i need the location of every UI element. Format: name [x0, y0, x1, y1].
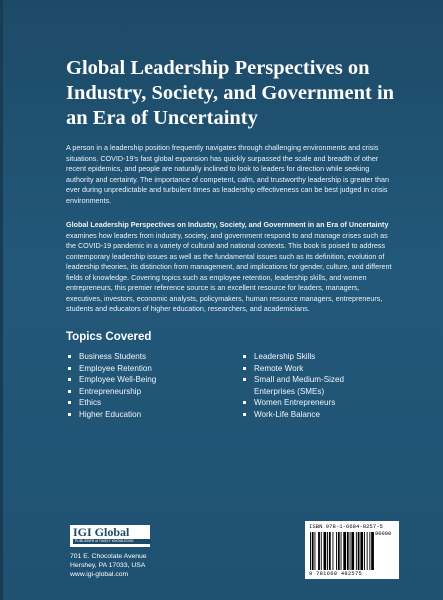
- barcode-bar: [343, 532, 346, 570]
- publisher-address-line-2: Hershey, PA 17033, USA: [70, 562, 146, 569]
- topic-item: Employee Well-Being: [66, 374, 226, 386]
- publisher-logo-tagline: PUBLISHER of TIMELY KNOWLEDGE: [73, 539, 151, 544]
- isbn-label: ISBN 978-1-6684-8257-5: [309, 523, 383, 530]
- topic-item: Small and Medium-Sized: [241, 374, 401, 386]
- topics-list-right: [241, 351, 401, 421]
- topic-item: Work-Life Balance: [241, 409, 401, 421]
- barcode-bar: [327, 532, 328, 570]
- barcode-bar: [356, 532, 357, 570]
- barcode-bar: [338, 532, 340, 570]
- publisher-address-line-1: 701 E. Chocolate Avenue: [70, 553, 147, 560]
- barcode-bar: [364, 532, 365, 570]
- topic-item: Higher Education: [66, 409, 226, 421]
- barcode-bar: [341, 532, 342, 570]
- barcode-bar: [360, 532, 363, 570]
- barcode-number: 9 781668 482575: [309, 571, 363, 577]
- topic-item: Ethics: [66, 397, 226, 409]
- barcode-bar: [369, 532, 370, 570]
- topics-list-left: [66, 351, 226, 421]
- barcode-bar: [321, 532, 322, 570]
- spine-edge: [0, 0, 3, 600]
- publisher-logo-text: IGI Global: [73, 525, 130, 539]
- barcode-bar: [312, 532, 314, 570]
- publisher-logo: [70, 525, 150, 547]
- price-code: 90000: [375, 531, 392, 537]
- barcode-bar: [329, 532, 331, 570]
- barcode-bar: [367, 532, 368, 570]
- topics-heading: Topics Covered: [66, 331, 152, 343]
- barcode-bars: [310, 532, 394, 570]
- topic-item: Employee Retention: [66, 363, 226, 375]
- description-book-title: Global Leadership Perspectives on Industry, Society, and Government in an Era of Uncertainty: [66, 220, 389, 229]
- description-paragraph-2: [66, 220, 396, 315]
- barcode-bar: [324, 532, 327, 570]
- barcode-bar: [318, 532, 320, 570]
- topic-item: Women Entrepreneurs: [241, 397, 401, 409]
- isbn-barcode: [305, 521, 399, 579]
- barcode-bar: [315, 532, 316, 570]
- barcode-bar: [358, 532, 360, 570]
- barcode-bar: [310, 532, 311, 570]
- topic-item-continuation: Enterprises (SMEs): [254, 386, 325, 396]
- barcode-bar: [351, 532, 354, 570]
- publisher-website: www.igi-global.com: [70, 571, 129, 578]
- topic-item: Leadership Skills: [241, 351, 401, 363]
- topic-item: Remote Work: [241, 363, 401, 375]
- description-paragraph-1: A person in a leadership position frequently navigates through challenging environments and crisis situations. COVID-19's fast global expansion has quickly surpassed the scale and breadth of other recent epidemics, and people are naturally inclined to look to leaders for direction while seeking authority and certainty. The importance of competent, calm, and trustworthy leadership is greater than ever during unpredictable and turbulent times as leadership effectiveness can be best judged in crisis environments.: [66, 143, 389, 205]
- barcode-bar: [371, 532, 374, 570]
- book-title: Global Leadership Perspectives on Industry, Society, and Government in an Era of Uncertainty: [66, 57, 395, 129]
- barcode-bar: [347, 532, 349, 570]
- topic-item: Business Students: [66, 351, 226, 363]
- description-text: examines how leaders from industry, society, and government respond to and manage crises such as the COVID-19 pandemic in a variety of cultural and national contexts. This book is poised to address contemporary leadership issues as well as the fundamental issues such as its definition, evolution of leadership theories, its distinction from management, and implications for gender, culture, and different fields of knowledge. Covering topics such as employee retention, leadership skills, and women entrepreneurs, this premier reference source is an excellent resource for leaders, managers, executives, investors, economic analysts, policymakers, human resource managers, entrepreneurs, students and educators of higher education, researchers, and academicians.: [66, 230, 392, 313]
- barcode-bar: [350, 532, 351, 570]
- barcode-bar: [333, 532, 334, 570]
- barcode-bar: [336, 532, 337, 570]
- topic-item: Entrepreneurship: [66, 386, 226, 398]
